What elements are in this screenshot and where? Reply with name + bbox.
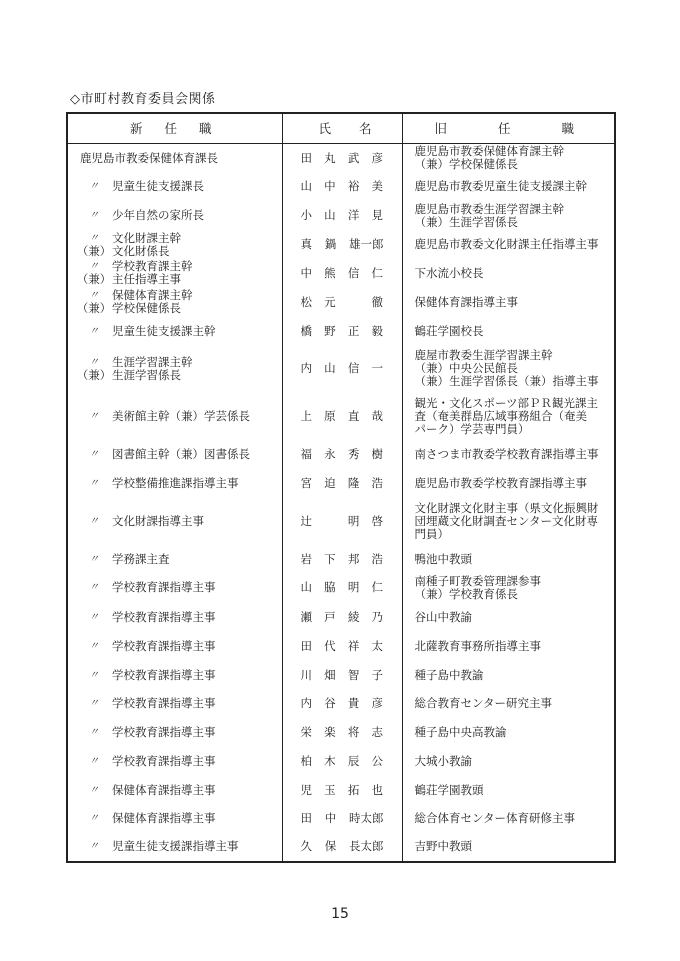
name-part: 也	[371, 782, 383, 797]
name-part: 隆	[347, 475, 360, 490]
old-post-cell	[402, 201, 615, 231]
old-post-cell	[402, 288, 615, 317]
name-cell	[282, 747, 402, 776]
new-post-cell	[67, 661, 282, 690]
new-post-text: 保健体育課指導主事	[112, 782, 216, 797]
name-cell	[282, 469, 402, 498]
old-post-cell	[402, 346, 615, 392]
name-cell	[282, 317, 402, 346]
name-cell	[282, 603, 402, 632]
name-cell	[282, 661, 402, 690]
name-part: 代	[324, 638, 336, 653]
name-part: 貴	[347, 696, 360, 710]
new-post-cell	[67, 441, 282, 469]
new-post-cell	[67, 317, 282, 346]
name-part: 熊	[324, 265, 336, 280]
name-part: 内	[300, 696, 312, 710]
name-part: 時太郎	[349, 811, 384, 825]
name-part: 雄一郎	[349, 237, 384, 251]
ditto-mark: 〃	[89, 698, 99, 709]
old-post-text: 吉野中教頭	[414, 839, 472, 853]
new-post-cell	[67, 573, 282, 603]
name-part: 松	[300, 294, 312, 309]
name-cell	[282, 546, 402, 573]
old-post-text: （兼）生涯学習係長（兼）指導主事	[414, 374, 599, 388]
table-row	[67, 231, 615, 259]
table-row	[67, 173, 615, 201]
name-part: 畑	[324, 667, 336, 682]
new-post-text: 学校教育課指導主事	[112, 696, 216, 710]
name-part: 橋	[300, 323, 312, 338]
old-post-text: 鶴荘学園教頭	[414, 782, 484, 797]
table-row	[67, 498, 615, 546]
old-post-text: 北薩教育事務所指導主事	[414, 638, 541, 653]
name-part: 久	[300, 839, 312, 853]
name-part: 宮	[300, 475, 312, 490]
ditto-mark: 〃 （兼）	[76, 232, 112, 258]
table-row	[67, 833, 615, 862]
table-row	[67, 201, 615, 231]
name-cell	[282, 833, 402, 862]
table-row	[67, 392, 615, 441]
name-cell	[282, 776, 402, 805]
table-row	[67, 747, 615, 776]
header-name	[282, 113, 402, 144]
ditto-mark: 〃	[89, 726, 99, 738]
ditto-mark: 〃 （兼）	[76, 356, 112, 382]
header-new-post	[67, 113, 282, 144]
name-part: 原	[324, 408, 336, 423]
new-post-text: 学校教育課指導主事	[112, 667, 216, 682]
ditto-mark: 〃 （兼）	[76, 290, 112, 315]
old-post-cell	[402, 661, 615, 690]
name-part: 内	[300, 361, 312, 375]
new-post-text: 児童生徒支援課指導主事	[112, 839, 239, 853]
new-post-cell	[67, 498, 282, 546]
ditto-mark: 〃	[89, 410, 99, 422]
name-part: 辰	[347, 753, 360, 768]
new-post-text: 保健体育課主幹	[112, 288, 193, 302]
old-post-cell	[402, 546, 615, 573]
name-part: 田	[300, 638, 312, 653]
old-post-text: （兼）学校保健係長	[414, 157, 518, 172]
name-cell	[282, 259, 402, 288]
new-post-cell	[67, 346, 282, 392]
name-part: 永	[324, 447, 336, 461]
name-part: 裕	[347, 179, 360, 193]
old-post-text: 総合体育センター体育研修主事	[414, 811, 576, 825]
new-post-cell	[67, 231, 282, 259]
old-post-text: 鹿児島市教委学校教育課指導主事	[414, 475, 587, 490]
name-cell	[282, 201, 402, 231]
old-post-cell	[402, 498, 615, 546]
name-part: 洋	[347, 208, 360, 222]
new-post-cell	[67, 718, 282, 747]
new-post-text: 生涯学習課主幹	[112, 354, 193, 369]
new-post-text: 学校教育課指導主事	[112, 580, 216, 594]
table-row	[67, 441, 615, 469]
name-part: 武	[347, 150, 360, 165]
old-post-text: 南種子町教委管理課参事	[414, 573, 541, 588]
name-part: 上	[300, 408, 312, 423]
old-post-text: 団埋蔵文化財調査センター文化財専	[414, 514, 599, 528]
header-new-post-char: 任	[164, 121, 177, 136]
old-post-text: 鹿児島市教委文化財課主任指導主事	[414, 237, 599, 251]
ditto-mark: 〃	[89, 640, 99, 652]
table-row	[67, 469, 615, 498]
name-part: 志	[371, 724, 383, 739]
new-post-text: 保健体育課指導主事	[112, 811, 216, 825]
name-part: 保	[324, 839, 337, 853]
old-post-text: （兼）中央公民館長	[414, 361, 518, 375]
name-cell	[282, 392, 402, 441]
name-part: 丸	[324, 150, 336, 165]
old-post-text: 鹿児島市教委保健体育課主幹	[414, 144, 564, 159]
new-post-text: 児童生徒支援課長	[112, 179, 204, 193]
new-post-text: 文化財課指導主事	[112, 514, 204, 528]
name-part: 山	[300, 580, 312, 594]
name-part: 辻	[300, 514, 312, 528]
name-cell	[282, 288, 402, 317]
new-post-cell	[67, 833, 282, 862]
new-post-cell	[67, 201, 282, 231]
old-post-cell	[402, 776, 615, 805]
table-body	[67, 144, 615, 862]
name-part: 玉	[324, 782, 336, 797]
name-part: 徹	[371, 294, 383, 309]
new-post-text: 学校保健係長	[112, 301, 181, 315]
new-post-text: 主任指導主事	[112, 272, 181, 286]
old-post-text: 査（奄美群島広域事務組合（奄美	[414, 408, 587, 423]
name-cell	[282, 805, 402, 833]
name-part: 山	[300, 179, 312, 193]
old-post-cell	[402, 173, 615, 201]
new-post-text: 学校教育課指導主事	[112, 638, 216, 653]
new-post-cell	[67, 747, 282, 776]
table-row	[67, 632, 615, 661]
name-part: 美	[371, 179, 383, 193]
new-post-cell	[67, 690, 282, 718]
new-post-text: 学校教育課指導主事	[112, 724, 216, 739]
new-post-text: 学校整備推進課指導主事	[112, 475, 239, 490]
new-post-cell	[67, 288, 282, 317]
table-row	[67, 144, 615, 173]
name-part: 瀬	[300, 609, 312, 624]
old-post-cell	[402, 805, 615, 833]
table-row	[67, 661, 615, 690]
name-cell	[282, 144, 402, 173]
name-cell	[282, 690, 402, 718]
old-post-text: 文化財課文化財主事（県文化振興財	[414, 501, 599, 515]
old-post-text: 鹿児島市教委児童生徒支援課主幹	[414, 179, 587, 193]
old-post-cell	[402, 747, 615, 776]
old-post-cell	[402, 231, 615, 259]
new-post-text: 学校教育課指導主事	[112, 753, 216, 768]
name-part: 信	[347, 265, 360, 280]
name-part: 浩	[371, 475, 383, 490]
header-name-char: 氏	[318, 121, 332, 136]
ditto-mark: 〃	[89, 582, 99, 593]
name-cell	[282, 231, 402, 259]
new-post-cell	[67, 546, 282, 573]
name-part: 山	[324, 361, 336, 375]
name-part: 下	[324, 551, 336, 566]
new-post-text: 学務課主査	[112, 551, 170, 566]
name-part: 彦	[371, 150, 383, 165]
header-new-post-char: 新	[130, 121, 143, 136]
new-post-cell	[67, 144, 282, 173]
old-post-text: 種子島中央高教諭	[414, 724, 507, 739]
name-part	[348, 296, 360, 309]
old-post-text: 南さつま市教委学校教育課指導主事	[414, 447, 599, 461]
old-post-text: 種子島中教諭	[414, 667, 484, 682]
name-part: 元	[324, 294, 336, 309]
old-post-text: 鹿屋市教委生涯学習課主幹	[414, 348, 553, 362]
name-part: 迫	[324, 475, 336, 490]
table-row	[67, 718, 615, 747]
table-row	[67, 346, 615, 392]
old-post-cell	[402, 469, 615, 498]
name-part: 仁	[371, 265, 383, 280]
name-part: 直	[347, 408, 360, 423]
name-part: 児	[300, 782, 312, 797]
header-old-post-char: 職	[561, 121, 574, 136]
name-cell	[282, 498, 402, 546]
name-part: 中	[300, 265, 312, 280]
ditto-mark: 〃	[89, 325, 99, 337]
old-post-cell	[402, 392, 615, 441]
old-post-text: 門員）	[414, 527, 449, 541]
new-post-text: 文化財課主幹	[112, 230, 181, 245]
new-post-cell	[67, 603, 282, 632]
header-name-char: 名	[358, 121, 372, 136]
name-part: 見	[371, 208, 383, 222]
ditto-mark: 〃	[89, 669, 99, 681]
old-post-cell	[402, 573, 615, 603]
name-part: 明	[347, 580, 360, 594]
old-post-text: パーク）学芸専門員）	[414, 421, 530, 436]
name-part: 野	[324, 323, 336, 338]
table-header-row	[67, 113, 615, 144]
new-post-text: 生涯学習係長	[112, 367, 181, 382]
table-row	[67, 317, 615, 346]
name-part: 福	[300, 447, 312, 461]
name-part: 川	[300, 667, 312, 682]
new-post-text: 図書館主幹（兼）図書係長	[112, 447, 250, 461]
ditto-mark: 〃	[89, 477, 99, 489]
new-post-cell	[67, 173, 282, 201]
name-part: 将	[347, 724, 360, 739]
old-post-text: 下水流小校長	[414, 265, 484, 280]
new-post-cell	[67, 469, 282, 498]
old-post-text: 鹿児島市教委生涯学習課主幹	[414, 201, 564, 216]
name-part: 哉	[371, 408, 383, 423]
name-part: 公	[371, 753, 383, 768]
name-part: 柏	[300, 753, 312, 768]
name-part: 啓	[371, 514, 383, 528]
name-part: 乃	[371, 609, 383, 624]
name-part: 長太郎	[349, 839, 384, 853]
name-part: 子	[371, 667, 383, 682]
name-cell	[282, 441, 402, 469]
ditto-mark: 〃	[89, 210, 99, 221]
name-part: 中	[324, 811, 337, 825]
name-part: 智	[347, 667, 360, 682]
name-cell	[282, 573, 402, 603]
old-post-text: 総合教育センター研究主事	[414, 696, 553, 710]
old-post-text: 観光・文化スポーツ部ＰＲ観光課主	[414, 395, 599, 410]
old-post-cell	[402, 833, 615, 862]
ditto-mark: 〃	[89, 841, 99, 852]
name-part: 邦	[347, 551, 360, 566]
old-post-text: （兼）生涯学習係長	[414, 214, 518, 229]
new-post-cell	[67, 776, 282, 805]
new-post-text: 児童生徒支援課主幹	[112, 323, 216, 338]
name-cell	[282, 346, 402, 392]
new-post-text: 学校教育課指導主事	[112, 609, 216, 624]
ditto-mark: 〃	[89, 755, 99, 767]
old-post-cell	[402, 690, 615, 718]
name-part: 真	[300, 237, 312, 251]
old-post-text: 保健体育課指導主事	[414, 294, 518, 309]
name-part: 明	[347, 514, 360, 528]
old-post-cell	[402, 317, 615, 346]
header-old-post-char: 任	[497, 121, 511, 136]
old-post-cell	[402, 259, 615, 288]
name-part: 田	[300, 150, 312, 165]
name-part: 綾	[347, 609, 360, 624]
old-post-text: 谷山中教諭	[414, 609, 472, 624]
name-part: 拓	[347, 782, 360, 797]
name-part: 正	[347, 323, 360, 338]
name-part: 彦	[371, 696, 383, 710]
name-part: 仁	[371, 580, 383, 594]
old-post-text: （兼）学校教育係長	[414, 586, 518, 601]
new-post-text: 少年自然の家所長	[112, 208, 204, 222]
table-row	[67, 805, 615, 833]
table-row	[67, 288, 615, 317]
ditto-mark: 〃	[89, 181, 99, 192]
old-post-text: 大城小教諭	[414, 753, 472, 768]
name-part: 毅	[371, 323, 383, 338]
table-row	[67, 776, 615, 805]
name-cell	[282, 718, 402, 747]
name-part: 鍋	[324, 237, 337, 251]
name-part: 樹	[371, 447, 383, 461]
name-cell	[282, 632, 402, 661]
table-row	[67, 603, 615, 632]
name-part: 一	[371, 361, 383, 375]
ditto-mark: 〃 （兼）	[76, 261, 112, 286]
name-part	[324, 515, 336, 528]
name-part: 太	[371, 638, 383, 653]
new-post-cell	[67, 392, 282, 441]
name-part: 脇	[324, 580, 336, 594]
table-row	[67, 259, 615, 288]
name-part: 田	[300, 811, 312, 825]
name-part: 岩	[300, 551, 312, 566]
table-row	[67, 690, 615, 718]
old-post-cell	[402, 718, 615, 747]
name-part: 栄	[300, 724, 312, 739]
header-old-post-char: 旧	[434, 121, 448, 136]
table-row	[67, 573, 615, 603]
new-post-text: 美術館主幹（兼）学芸係長	[112, 408, 250, 423]
ditto-mark: 〃	[89, 449, 99, 460]
new-post-cell	[67, 259, 282, 288]
name-part: 秀	[347, 447, 360, 461]
ditto-mark: 〃	[89, 813, 99, 824]
header-old-post	[402, 113, 615, 144]
new-post-text: 文化財係長	[112, 243, 170, 258]
name-part: 小	[300, 208, 312, 222]
table-row	[67, 546, 615, 573]
new-post-text: 鹿児島市教委保健体育課長	[80, 150, 218, 165]
old-post-text: 鶴荘学園校長	[414, 323, 484, 338]
name-part: 祥	[347, 638, 360, 653]
ditto-mark: 〃	[89, 516, 99, 527]
page-number: 15	[331, 906, 349, 922]
name-part: 戸	[324, 609, 336, 624]
old-post-cell	[402, 144, 615, 173]
ditto-mark: 〃	[89, 611, 99, 623]
new-post-cell	[67, 805, 282, 833]
name-part: 山	[324, 208, 336, 222]
name-part: 楽	[324, 724, 336, 739]
personnel-table	[66, 112, 616, 863]
name-part: 浩	[371, 551, 383, 566]
old-post-cell	[402, 441, 615, 469]
header-new-post-char: 職	[198, 121, 212, 136]
ditto-mark: 〃	[89, 553, 99, 565]
new-post-text: 学校教育課主幹	[112, 259, 193, 273]
old-post-text: 鴨池中教頭	[414, 551, 472, 566]
new-post-cell	[67, 632, 282, 661]
old-post-cell	[402, 603, 615, 632]
old-post-cell	[402, 632, 615, 661]
name-cell	[282, 173, 402, 201]
name-part: 木	[324, 753, 336, 768]
name-part: 中	[324, 179, 336, 193]
section-title: ◇市町村教育委員会関係	[70, 92, 216, 107]
name-part: 信	[347, 361, 360, 375]
name-part: 谷	[324, 696, 336, 710]
ditto-mark: 〃	[89, 784, 99, 796]
